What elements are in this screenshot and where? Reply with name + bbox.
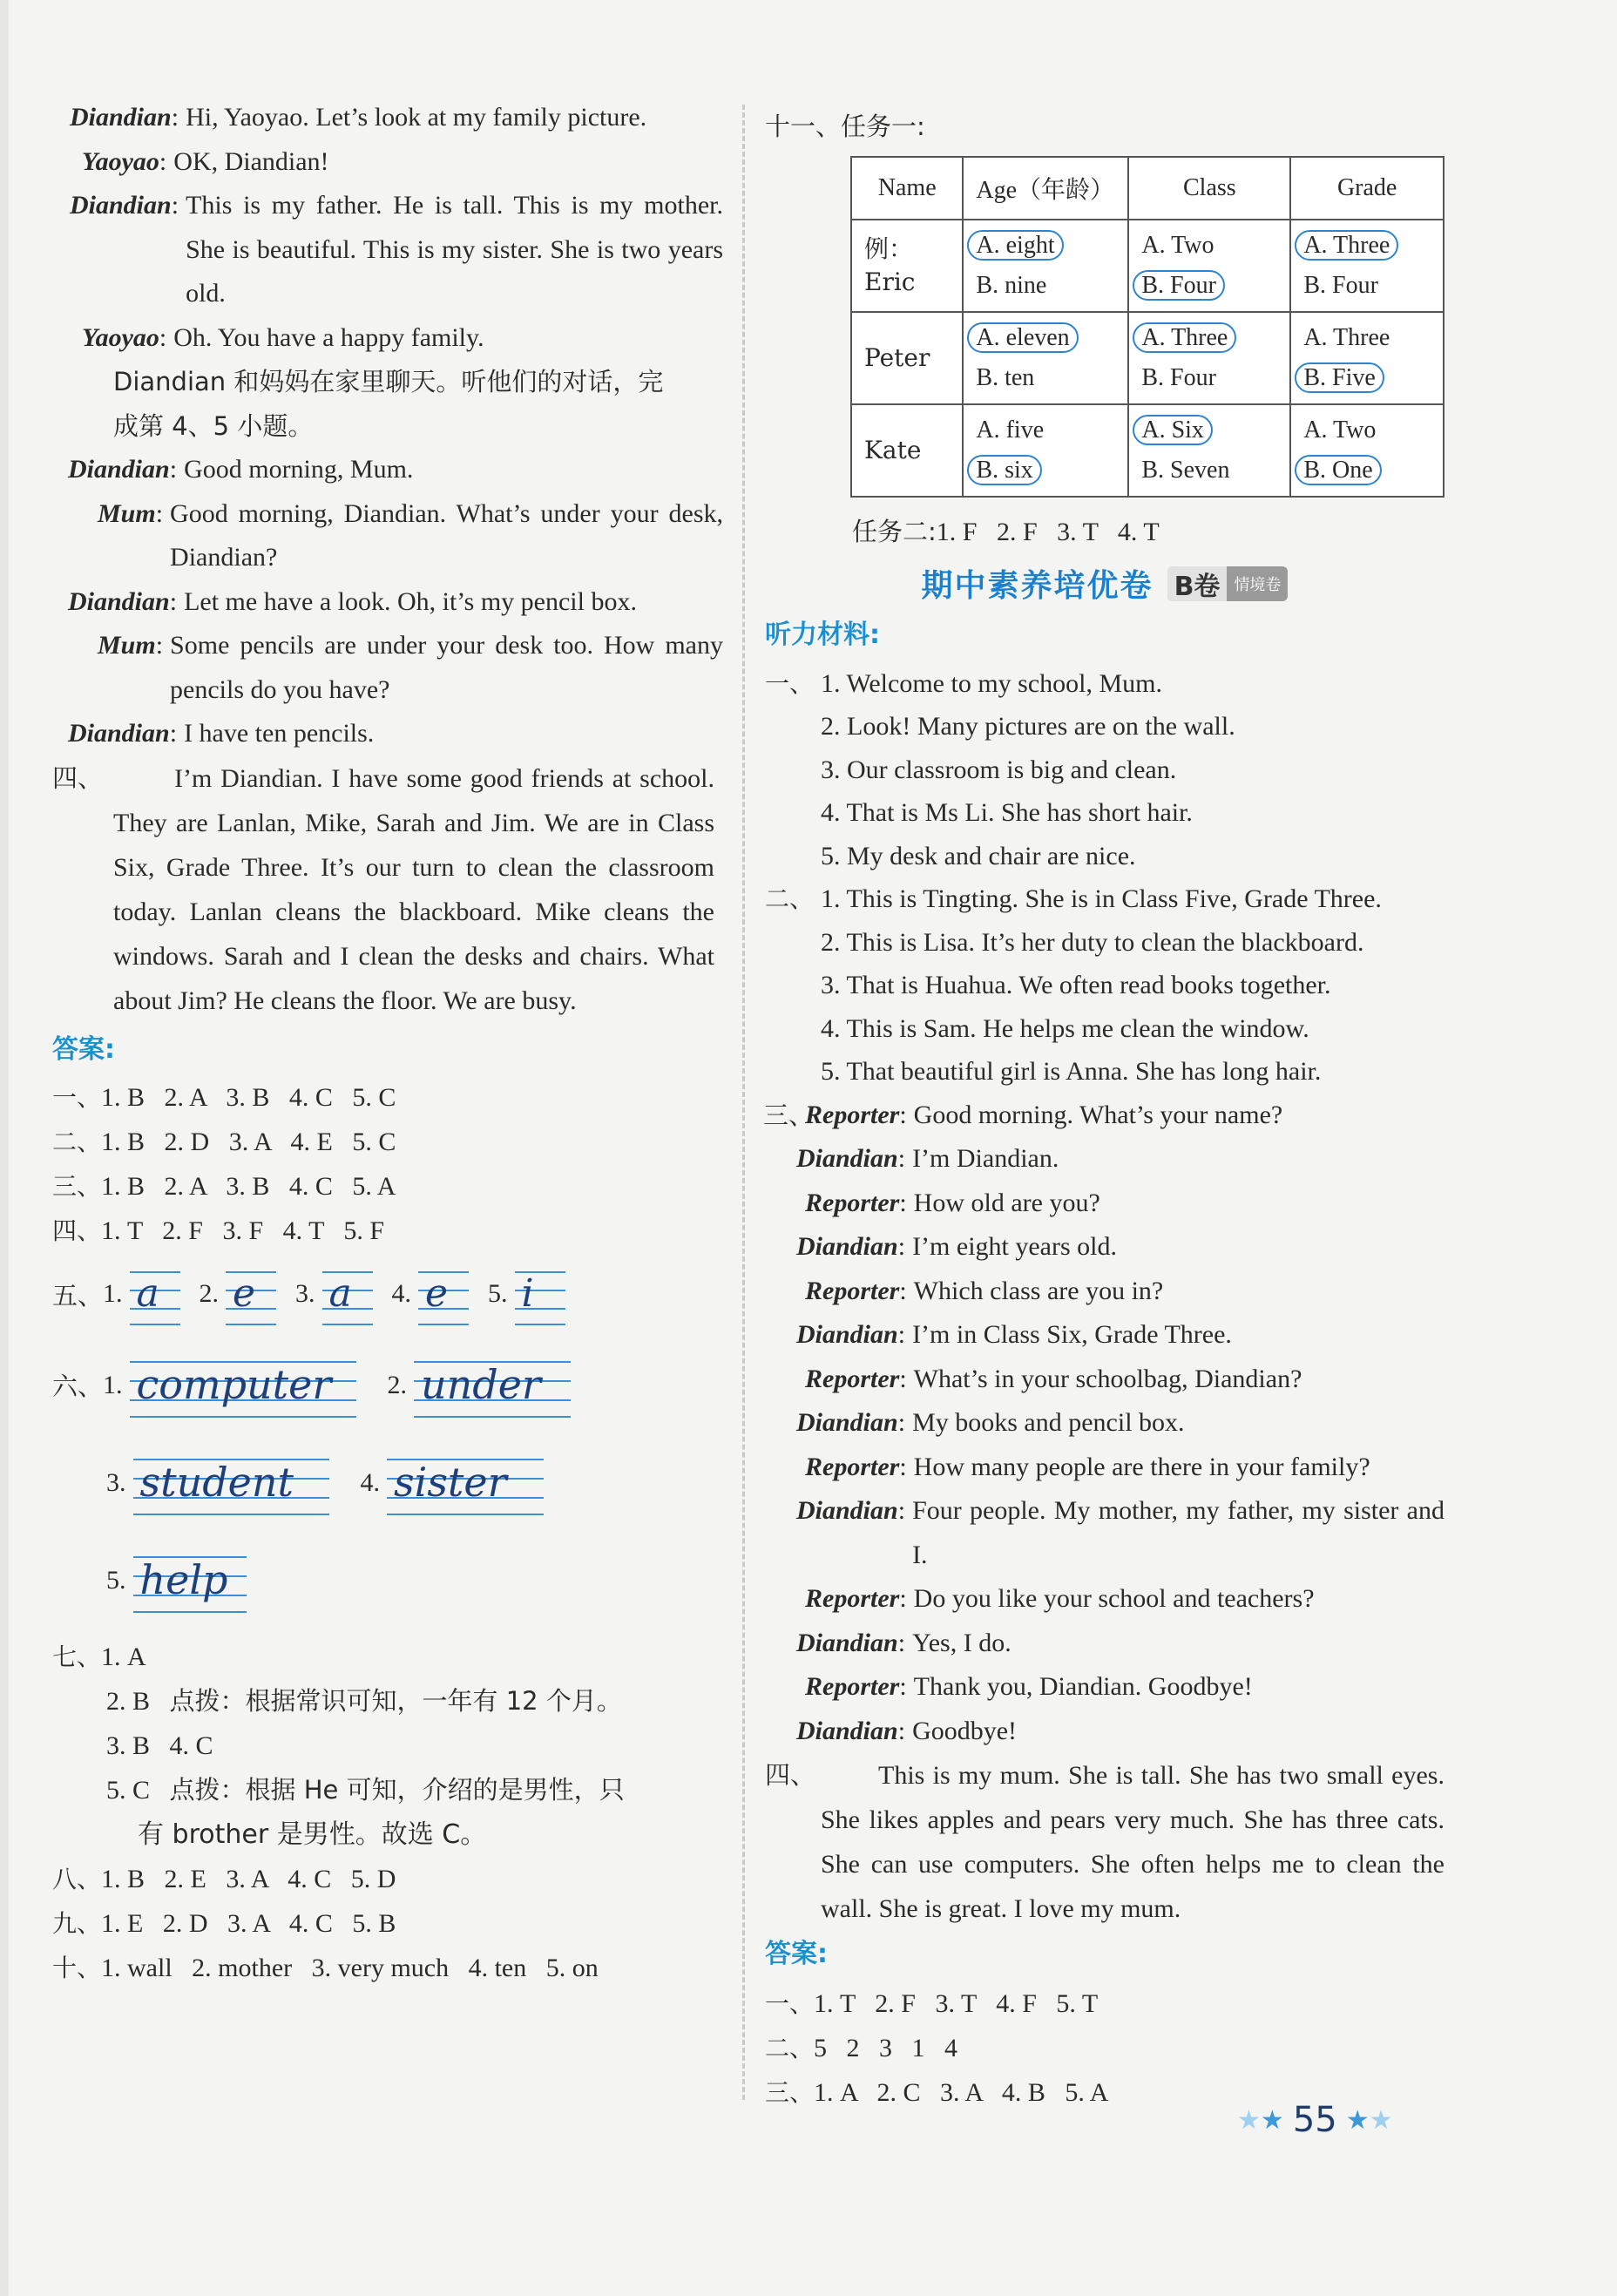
colon: : (897, 1408, 906, 1437)
dialog-line (765, 1665, 1444, 1710)
section-4-passage (52, 756, 723, 1023)
section-5-letters (52, 1253, 723, 1337)
speaker-name: Reporter (805, 1100, 900, 1129)
option (976, 410, 1115, 450)
letter-item (103, 1263, 180, 1324)
badge-letter: B卷 (1167, 566, 1228, 601)
option (1141, 450, 1277, 491)
section-title-text: 期中素养培优卷 (921, 568, 1154, 604)
left-column (52, 96, 723, 1990)
colon: : (897, 1628, 906, 1657)
dialog-line (52, 624, 723, 712)
answer-row (52, 1075, 723, 1120)
table-row (851, 312, 1444, 404)
handwritten-word: i (521, 1271, 534, 1317)
item-number: 2. (387, 1370, 408, 1399)
circled-option: A. eleven (967, 322, 1078, 353)
speaker-name: Diandian (796, 1496, 898, 1525)
listening-text: 2. Look! Many pictures are on the wall. (821, 712, 1235, 741)
colon: : (169, 719, 178, 748)
speaker-name: Diandian (70, 191, 172, 220)
listening-line (765, 877, 1444, 921)
speech-text: I have ten pencils. (184, 719, 375, 748)
circled-option: A. Three (1295, 230, 1398, 261)
word-item (361, 1451, 545, 1515)
handwritten-word: under (421, 1360, 541, 1408)
answer-text: 1. A 2. C 3. A 4. B 5. A (814, 2078, 1109, 2107)
grade-cell (1290, 312, 1444, 404)
section-7 (52, 1635, 723, 1857)
option (976, 226, 1115, 266)
dialog-line (52, 492, 723, 580)
speech-text: Good morning, Diandian. What’s under your desk, Diandian? (170, 498, 723, 572)
answer-text: 1. A (101, 1642, 146, 1671)
speech-text: My books and pencil box. (912, 1408, 1185, 1437)
listening-part-4 (765, 1753, 1444, 1931)
option (1303, 410, 1431, 450)
dialog-family-picture (52, 96, 723, 360)
hint-text: 点拨：根据 He 可知，介绍的是男性，只 (169, 1774, 625, 1805)
colon: : (897, 1144, 906, 1173)
speaker-name: Diandian (68, 719, 170, 748)
colon: : (171, 191, 179, 220)
word-row (52, 1337, 723, 1434)
speech-text: I’m in Class Six, Grade Three. (912, 1320, 1232, 1349)
option (1141, 226, 1277, 266)
speech-text: What’s in your schoolbag, Diandian? (913, 1364, 1302, 1393)
hint-text: 有 brother 是男性。故选 C。 (138, 1819, 487, 1850)
star-icon: ★ (1369, 2104, 1393, 2136)
option-text: A. Two (1303, 416, 1377, 444)
option (1141, 358, 1277, 398)
speaker-name: Yaoyao (82, 322, 159, 352)
section-label: 七、 (52, 1642, 102, 1671)
handwriting-box (133, 1548, 247, 1613)
option (1141, 266, 1277, 306)
option (976, 266, 1115, 306)
speech-text: I’m eight years old. (912, 1232, 1117, 1261)
section-label: 四、 (52, 762, 104, 793)
section-6-words (52, 1337, 723, 1629)
option (1303, 318, 1431, 358)
word-item (388, 1353, 572, 1418)
class-cell (1128, 312, 1290, 404)
star-icon: ★ (1237, 2104, 1261, 2136)
speaker-name: Diandian (796, 1628, 898, 1657)
dialog-line (52, 140, 723, 185)
dialog-line (765, 1446, 1444, 1490)
hint-text: 点拨：根据常识可知，一年有 12 个月。 (169, 1685, 622, 1716)
handwritten-word: student (139, 1458, 294, 1506)
speech-text: Goodbye! (912, 1716, 1018, 1745)
grade-cell (1290, 220, 1444, 312)
handwritten-word: help (139, 1555, 228, 1603)
option-text: B. Four (1141, 363, 1216, 391)
item-number: 5. (488, 1279, 508, 1309)
item-number: 2. (199, 1279, 220, 1309)
answers-heading: 答案: (765, 1939, 828, 1969)
speaker-name: Yaoyao (82, 146, 159, 176)
passage-text: This is my mum. She is tall. She has two small eyes. She likes apples and pears very much. She has three cats. She can use computers. She often helps me to clean the wall. She is great. I love my mum. (821, 1761, 1444, 1923)
option-text: B. Four (1303, 271, 1378, 299)
handwritten-word: a (136, 1271, 159, 1317)
item-number: 4. (360, 1467, 380, 1497)
class-cell (1128, 220, 1290, 312)
dialog-line (765, 1094, 1444, 1138)
speech-text: Good morning. What’s your name? (913, 1100, 1283, 1129)
dialog-line (765, 1622, 1444, 1666)
listening-line (765, 1007, 1444, 1051)
word-row (52, 1532, 723, 1629)
speech-text: Some pencils are under your desk too. How many pencils do you have? (170, 631, 723, 704)
colon: : (171, 103, 179, 132)
speech-text: Yes, I do. (912, 1628, 1011, 1657)
word-item (103, 1353, 356, 1418)
answer-text: 1. B 2. A 3. B 4. C 5. C (101, 1082, 396, 1112)
handwritten-word: e (425, 1271, 449, 1317)
listening-heading: 听力材料: (765, 619, 880, 650)
listening-line (765, 791, 1444, 835)
speaker-name: Reporter (805, 1188, 900, 1217)
answer-text: 1. E 2. D 3. A 4. C 5. B (101, 1908, 396, 1938)
handwriting-box (130, 1353, 356, 1418)
answer-text: 1. T 2. F 3. F 4. T 5. F (101, 1216, 385, 1245)
speaker-name: Reporter (805, 1452, 900, 1481)
student-name: 例：Eric (851, 220, 963, 312)
dialog-line (765, 1270, 1444, 1314)
listening-text: 2. This is Lisa. It’s her duty to clean the blackboard. (821, 927, 1364, 957)
option (1141, 318, 1277, 358)
circled-option: B. Four (1133, 270, 1225, 301)
star-icon: ★ (1345, 2104, 1370, 2136)
column-divider (742, 105, 745, 2100)
item-number: 5. (106, 1565, 126, 1595)
colon: : (159, 146, 167, 176)
task-2-answers: 1. F 2. F 3. T 4. T (936, 517, 1160, 546)
circled-option: B. Five (1295, 362, 1384, 393)
dialog-line (765, 1225, 1444, 1270)
listening-text: 3. Our classroom is big and clean. (821, 755, 1177, 784)
answers-list (765, 1981, 1444, 2115)
speech-text: This is my father. He is tall. This is my mother. She is beautiful. This is my sister. She is two years old. (186, 191, 723, 308)
student-name: Kate (851, 404, 963, 497)
speech-text: I’m Diandian. (912, 1144, 1059, 1173)
dialog-line (52, 184, 723, 316)
section-label: 四、 (765, 1760, 816, 1790)
section-title (765, 558, 1444, 610)
handwritten-word: computer (136, 1360, 332, 1408)
speaker-name: Reporter (805, 1276, 900, 1305)
dialog-line (765, 1137, 1444, 1182)
listening-text: 1. Welcome to my school, Mum. (821, 668, 1162, 698)
circled-option: B. six (967, 455, 1041, 485)
answer-text: 1. B 2. D 3. A 4. E 5. C (101, 1127, 396, 1156)
listening-part-3-dialog (765, 1094, 1444, 1754)
option (976, 318, 1115, 358)
table-header: Age（年龄） (963, 157, 1128, 220)
colon: : (899, 1364, 907, 1393)
speech-text: Oh. You have a happy family. (173, 322, 484, 352)
speech-text: Do you like your school and teachers? (913, 1584, 1315, 1613)
word-row (52, 1434, 723, 1532)
speaker-name: Reporter (805, 1364, 900, 1393)
circled-option: A. eight (967, 230, 1063, 261)
right-column (765, 105, 1444, 2115)
answer-row (765, 1981, 1444, 2026)
listening-part-2 (765, 877, 1444, 1094)
badge-text: 情境卷 (1234, 575, 1282, 594)
handwriting-box (414, 1353, 571, 1418)
age-cell (963, 220, 1128, 312)
colon: : (897, 1496, 906, 1525)
option-text: B. Seven (1141, 456, 1230, 484)
option-text: B. ten (976, 363, 1035, 391)
dialog-line (765, 1313, 1444, 1358)
section-label: 六、 (52, 1372, 104, 1401)
listening-line (765, 705, 1444, 748)
speaker-name: Diandian (70, 103, 172, 132)
star-icon: ★ (1260, 2104, 1284, 2136)
task-1-heading: 十一、任务一: (765, 112, 925, 141)
colon: : (169, 455, 178, 484)
speaker-name: Reporter (805, 1584, 900, 1613)
speaker-name: Diandian (796, 1320, 898, 1349)
listening-part-1 (765, 662, 1444, 878)
answer-text: 2. B (106, 1686, 151, 1716)
item-number: 4. (391, 1279, 412, 1309)
listening-text: 5. My desk and chair are nice. (821, 841, 1136, 870)
class-cell (1128, 404, 1290, 497)
table-header: Class (1128, 157, 1290, 220)
colon: : (899, 1672, 907, 1701)
dialog-line (765, 1182, 1444, 1226)
section-label: 五、 (52, 1281, 104, 1311)
listening-line (765, 1050, 1444, 1094)
option (1303, 266, 1431, 306)
speech-text: How many people are there in your family? (913, 1452, 1370, 1481)
answer-row (52, 1164, 723, 1209)
circled-option: A. Six (1133, 415, 1213, 445)
colon: : (899, 1276, 907, 1305)
page-number (1237, 2100, 1393, 2140)
colon: : (897, 1716, 906, 1745)
answer-text: 1. B 2. E 3. A 4. C 5. D (101, 1864, 396, 1893)
intro-line: Diandian 和妈妈在家里聊天。听他们的对话，完 (113, 367, 664, 396)
table-header: Grade (1290, 157, 1444, 220)
handwriting-box (130, 1263, 180, 1324)
speech-text: Good morning, Mum. (184, 455, 414, 484)
dialog-line (52, 712, 723, 756)
circled-option: A. Three (1133, 322, 1236, 353)
option-text: A. five (976, 416, 1045, 444)
answers-heading: 答案: (52, 1033, 115, 1065)
listening-text: 3. That is Huahua. We often read books together. (821, 971, 1331, 999)
section-label: 三、 (52, 1171, 102, 1201)
handwritten-word: sister (394, 1458, 507, 1506)
page-binding-edge (0, 0, 9, 2296)
colon: : (897, 1232, 906, 1261)
option-text: A. Three (1303, 323, 1390, 351)
speaker-name: Diandian (68, 586, 170, 616)
task-2-label: 任务二: (852, 516, 937, 546)
colon: : (899, 1452, 907, 1481)
listening-text: 1. This is Tingting. She is in Class Five, Grade Three. (821, 884, 1382, 913)
item-number: 3. (295, 1279, 315, 1309)
listening-line (765, 835, 1444, 878)
answer-text: 5 2 3 1 4 (814, 2034, 958, 2062)
answers-list (52, 1075, 723, 1253)
table-header: Name (851, 157, 963, 220)
table-row (851, 220, 1444, 312)
speech-text: OK, Diandian! (173, 146, 329, 176)
handwriting-box (226, 1263, 276, 1324)
passage-text: I’m Diandian. I have some good friends at school. They are Lanlan, Mike, Sarah and Jim. We are in Class Six, Grade Three. It’s our turn to clean the classroom today. Lanlan cleans the blackboard. Mike cleans the windows. Sarah and I clean the desks and chairs. What about Jim? He cleans the floor. We are busy. (113, 763, 714, 1015)
colon: : (169, 586, 178, 616)
dialog-pencils (52, 448, 723, 756)
section-label: 一、 (52, 1082, 102, 1112)
speaker-name: Mum (98, 498, 156, 528)
item-number: 1. (103, 1279, 123, 1309)
dialog-line (52, 580, 723, 625)
circled-option: B. One (1295, 455, 1381, 485)
table-row (851, 404, 1444, 497)
answer-text: 5. C (106, 1775, 151, 1805)
dialog-line (52, 96, 723, 140)
word-item (106, 1548, 247, 1613)
dialog-line (765, 1577, 1444, 1622)
option (976, 358, 1115, 398)
colon: : (155, 498, 164, 528)
option (1303, 358, 1431, 398)
colon: : (897, 1320, 906, 1349)
colon: : (155, 631, 164, 660)
section-label: 三、 (765, 2078, 815, 2107)
dialog-line (52, 316, 723, 361)
option-text: B. nine (976, 271, 1047, 299)
item-number: 1. (103, 1370, 123, 1399)
speech-text: Hi, Yaoyao. Let’s look at my family picture. (186, 103, 647, 132)
colon: : (899, 1188, 907, 1217)
speaker-name: Reporter (805, 1672, 900, 1701)
speech-text: Thank you, Diandian. Goodbye! (913, 1672, 1253, 1701)
handwritten-word: a (328, 1271, 352, 1317)
section-label: 一、 (765, 1989, 815, 2018)
answer-row (52, 1209, 723, 1253)
option (1303, 226, 1431, 266)
item-number: 3. (106, 1467, 126, 1497)
dialog-line (765, 1358, 1444, 1402)
listening-text: 5. That beautiful girl is Anna. She has long hair. (821, 1057, 1322, 1086)
word-item (106, 1451, 329, 1515)
answer-text: 3. B 4. C (106, 1730, 213, 1760)
listening-line (765, 662, 1444, 706)
option (1303, 450, 1431, 491)
option (1141, 410, 1277, 450)
answer-text: 1. B 2. A 3. B 4. C 5. A (101, 1171, 396, 1201)
speaker-name: Diandian (796, 1232, 898, 1261)
handwritten-word: e (233, 1271, 256, 1317)
section-label: 二、 (52, 1127, 102, 1156)
section-label: 二、 (765, 884, 815, 913)
speaker-name: Diandian (796, 1716, 898, 1745)
letter-item (392, 1263, 470, 1324)
listening-line (765, 748, 1444, 792)
speech-text: How old are you? (913, 1188, 1100, 1217)
answer-text: 1. T 2. F 3. T 4. F 5. T (814, 1989, 1099, 2018)
listening-line (765, 964, 1444, 1007)
handwriting-box (133, 1451, 329, 1515)
paper-badge (1167, 566, 1289, 601)
colon: : (899, 1584, 907, 1613)
grade-cell (1290, 404, 1444, 497)
letter-item (200, 1263, 277, 1324)
option-text: A. Two (1141, 231, 1214, 259)
section-label: 一、 (765, 668, 815, 698)
colon: : (159, 322, 167, 352)
handwriting-box (387, 1451, 544, 1515)
section-label: 二、 (765, 2034, 815, 2062)
listening-text: 4. That is Ms Li. She has short hair. (821, 798, 1193, 827)
age-cell (963, 312, 1128, 404)
letter-item (488, 1263, 565, 1324)
speech-text: Four people. My mother, my father, my sister and I. (912, 1496, 1444, 1569)
answer-row (765, 2026, 1444, 2070)
task-table (850, 156, 1444, 498)
section-label: 九、 (52, 1908, 102, 1938)
answer-row (52, 1120, 723, 1164)
speech-text: Which class are you in? (913, 1276, 1164, 1305)
section-label: 八、 (52, 1864, 102, 1893)
handwriting-box (515, 1263, 565, 1324)
handwriting-box (322, 1263, 373, 1324)
age-cell (963, 404, 1128, 497)
option (976, 450, 1115, 491)
section-label: 三、 (763, 1100, 815, 1130)
speaker-name: Diandian (796, 1408, 898, 1437)
speaker-name: Mum (98, 631, 156, 660)
speaker-name: Diandian (68, 455, 170, 484)
speaker-name: Diandian (796, 1144, 898, 1173)
handwriting-box (418, 1263, 469, 1324)
dialog-line (52, 448, 723, 492)
intro-line: 成第 4、5 小题。 (113, 410, 314, 441)
dialog-line (765, 1401, 1444, 1446)
letter-item (295, 1263, 373, 1324)
student-name: Peter (851, 312, 963, 404)
listening-line (765, 921, 1444, 965)
section-label: 十、 (52, 1953, 102, 1982)
page-number-text: 55 (1292, 2100, 1337, 2140)
colon: : (899, 1100, 907, 1129)
answer-text: 1. wall 2. mother 3. very much 4. ten 5. on (101, 1953, 599, 1982)
listening-text: 4. This is Sam. He helps me clean the window. (821, 1013, 1309, 1043)
speech-text: Let me have a look. Oh, it’s my pencil box. (184, 586, 637, 616)
section-label: 四、 (52, 1216, 102, 1245)
dialog-line (765, 1489, 1444, 1577)
dialog-line (765, 1710, 1444, 1754)
